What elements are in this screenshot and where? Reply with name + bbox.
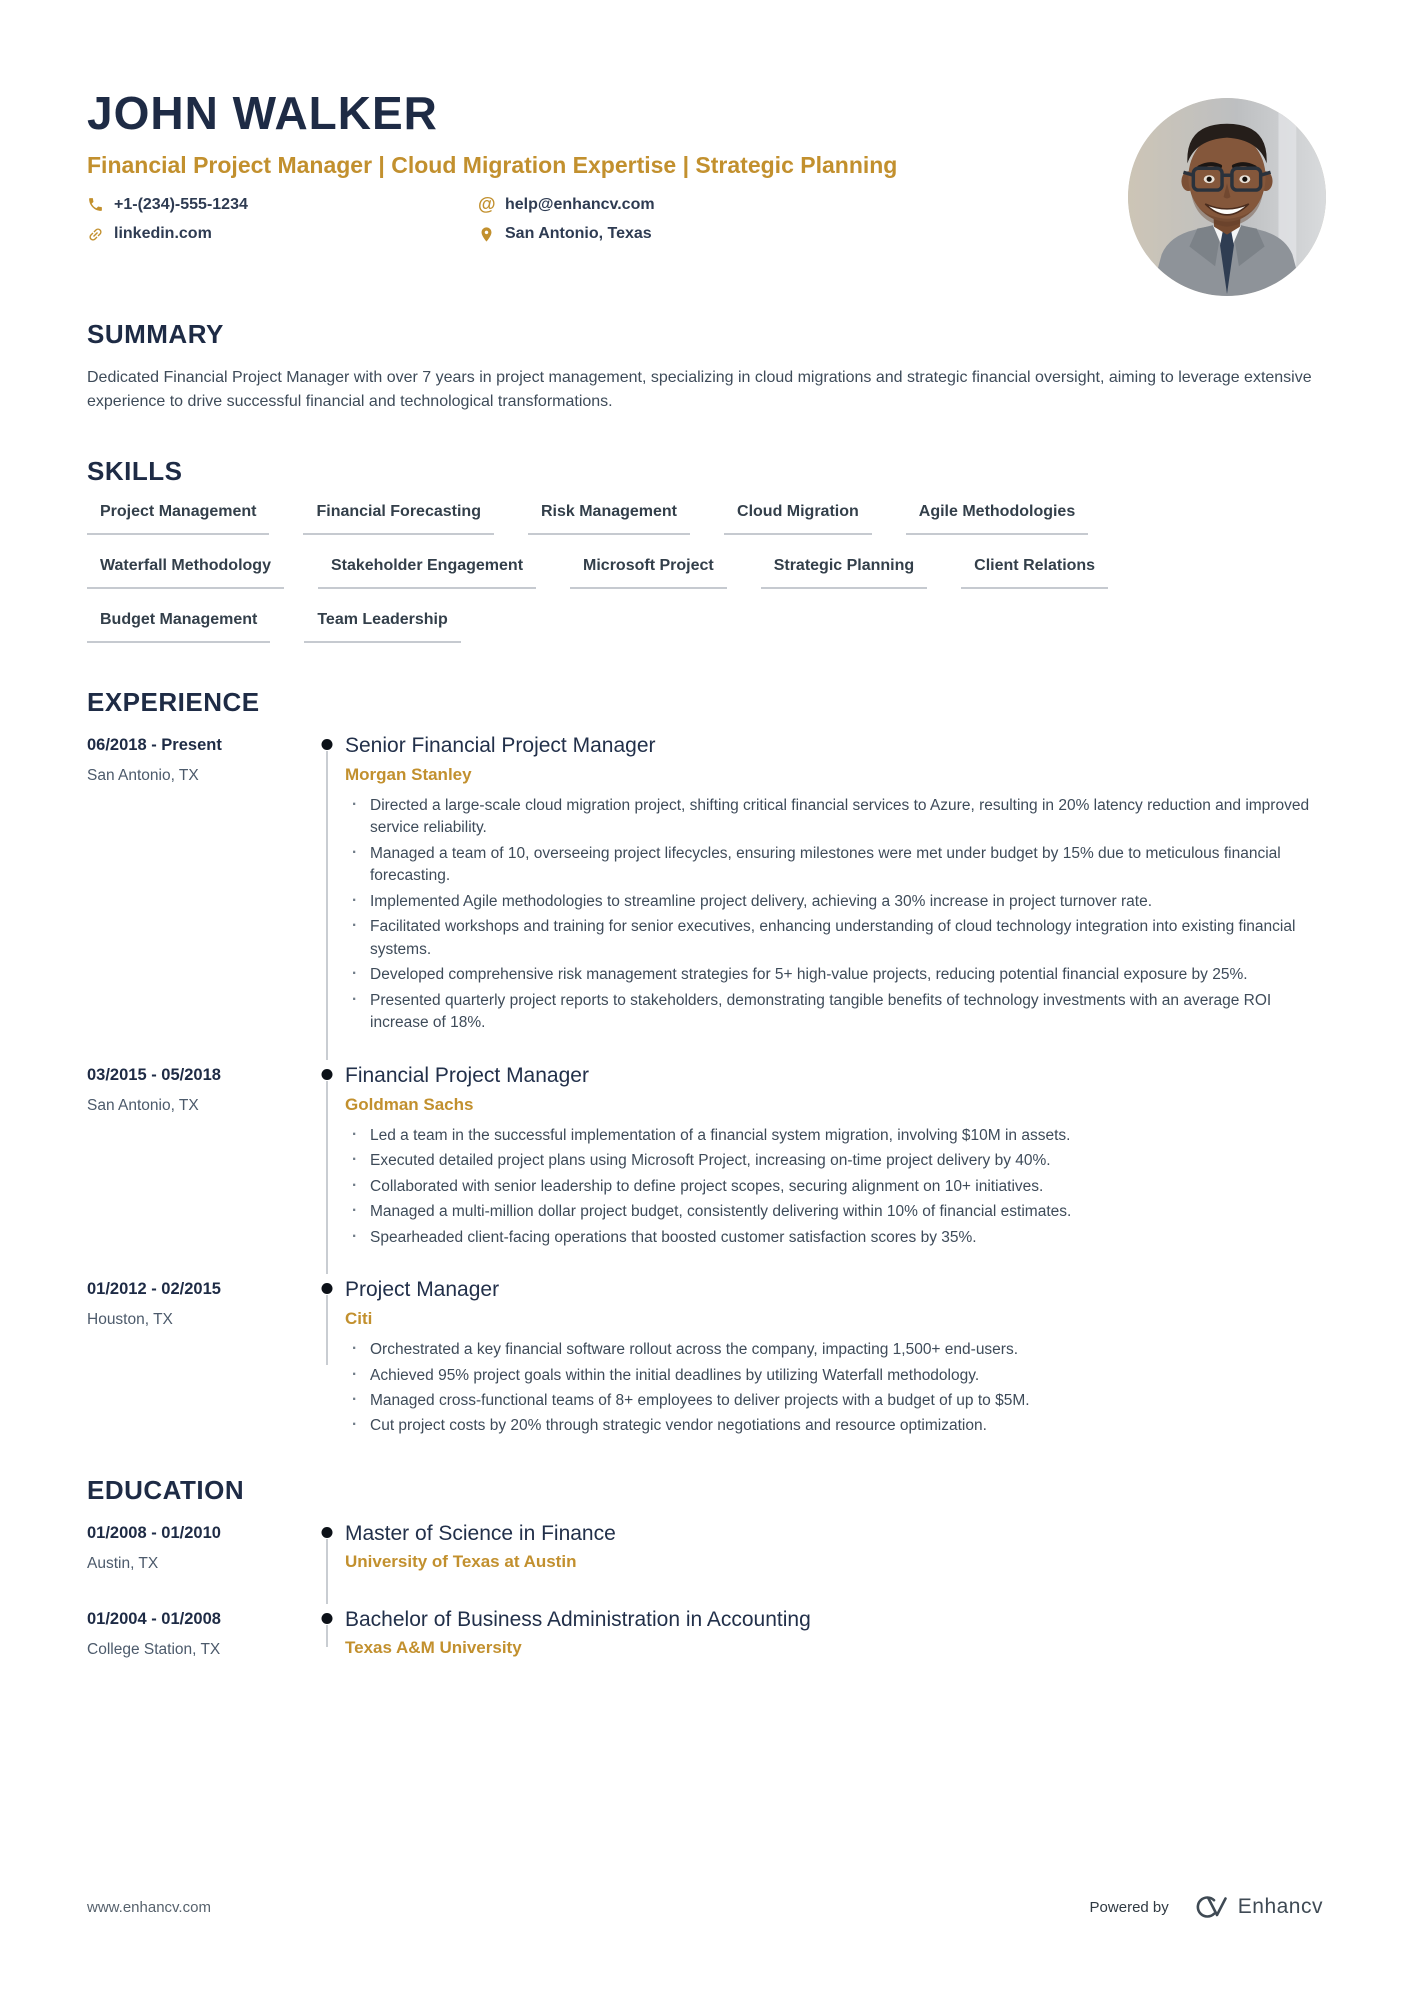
phone-icon [87,196,104,213]
degree-details [345,1522,1323,1582]
education-section [87,1475,1323,1668]
candidate-headline: Financial Project Manager | Cloud Migration Expertise | Strategic Planning [87,152,898,178]
avatar-illustration [1128,98,1326,296]
bullet-item: · Collaborated with senior leadership to define project scopes, securing alignment on 10+ initiatives. [345,1176,1323,1198]
experience-section [87,687,1323,1441]
skill-tag: Client Relations [961,557,1108,589]
skill-tag: Project Management [87,503,269,535]
timeline [309,1064,345,1252]
skill-tag: Financial Forecasting [303,503,493,535]
timeline-line [326,1295,328,1365]
job-bullets [345,795,1323,1035]
summary-section [87,319,1323,414]
skill-row [87,557,1323,589]
degree-dates: 01/2004 - 01/2008 [87,1609,221,1628]
education-entry [87,1522,1323,1582]
timeline-line [326,1081,328,1274]
job-dates: 06/2018 - Present [87,736,222,754]
bullet-item: · Developed comprehensive risk management strategies for 5+ high-value projects, reducing potential financial exposure by 25%. [345,964,1323,986]
entry-meta [87,1064,309,1252]
email-value[interactable]: help@enhancv.com [505,195,655,213]
timeline [309,1608,345,1668]
skill-row [87,611,1323,643]
timeline-dot [322,1069,333,1080]
experience-entry [87,1278,1323,1441]
bullet-item: · Directed a large-scale cloud migration project, shifting critical financial services to Azure, resulting in 20% latency reduction and improved service reliability. [345,795,1323,840]
summary-text: Dedicated Financial Project Manager with over 7 years in project management, specializing in cloud migrations and strategic financial oversight, aiming to leverage extensive experience to drive successful financial and technological transformations. [87,369,1312,410]
contact-linkedin [87,225,478,243]
contact-phone [87,194,478,215]
degree-school: University of Texas at Austin [345,1551,577,1571]
job-details [345,734,1323,1038]
timeline [309,1278,345,1441]
experience-entry [87,734,1323,1038]
pin-icon [478,226,495,243]
skill-tag: Strategic Planning [761,557,927,589]
job-location: San Antonio, TX [87,767,199,784]
timeline-dot [322,739,333,750]
timeline-dot [322,1613,333,1624]
education-entry [87,1608,1323,1668]
contact-email [478,194,847,215]
job-bullets [345,1125,1323,1249]
education-heading: EDUCATION [87,1474,245,1505]
enhancv-logo-icon [1184,1893,1228,1921]
entry-meta [87,1522,309,1582]
contact-location [478,225,847,243]
bullet-item: · Managed a multi-million dollar project budget, consistently delivering within 10% of financial estimates. [345,1201,1323,1223]
enhancv-brand-name: Enhancv [1237,1895,1323,1918]
entry-meta [87,1278,309,1441]
bullet-item: · Achieved 95% project goals within the initial deadlines by utilizing Waterfall methodology. [345,1365,1323,1387]
job-location: Houston, TX [87,1311,173,1329]
powered-by [1090,1893,1323,1921]
footer-site-link[interactable]: www.enhancv.com [87,1898,211,1916]
job-bullets [345,1339,1323,1438]
bullet-item: · Orchestrated a key financial software rollout across the company, impacting 1,500+ end-users. [345,1339,1323,1361]
candidate-name: JOHN WALKER [87,87,438,139]
powered-by-label: Powered by [1089,1898,1169,1916]
bullet-item: · Managed cross-functional teams of 8+ employees to deliver projects with a budget of up to $5M. [345,1390,1323,1412]
link-icon [83,222,107,246]
timeline-line [326,751,328,1060]
degree-school: Texas A&M University [345,1637,522,1657]
phone-value: +1-(234)-555-1234 [114,195,248,213]
summary-heading: SUMMARY [87,319,224,349]
bullet-item: · Implemented Agile methodologies to streamline project delivery, achieving a 30% increase in project turnover rate. [345,891,1323,913]
degree-details [345,1608,1323,1668]
enhancv-brand[interactable] [1184,1893,1323,1921]
skill-tag: Waterfall Methodology [87,557,284,589]
location-value: San Antonio, Texas [505,225,652,242]
bullet-item: · Presented quarterly project reports to stakeholders, demonstrating tangible benefits of technology investments with an average ROI increase of 18%. [345,990,1323,1035]
contact-info [87,194,847,243]
timeline [309,1522,345,1582]
job-company: Citi [345,1309,373,1329]
linkedin-value[interactable]: linkedin.com [114,225,212,242]
skill-tag: Team Leadership [304,611,460,643]
bullet-item: · Executed detailed project plans using Microsoft Project, increasing on-time project delivery by 40%. [345,1150,1323,1172]
job-title: Project Manager [345,1278,500,1302]
entry-meta [87,1608,309,1668]
bullet-item: · Spearheaded client-facing operations that boosted customer satisfaction scores by 35%. [345,1227,1323,1249]
bullet-item: · Cut project costs by 20% through strategic vendor negotiations and resource optimization. [345,1415,1323,1437]
job-title: Senior Financial Project Manager [345,734,656,757]
skill-tag: Budget Management [87,611,270,643]
job-dates: 03/2015 - 05/2018 [87,1065,221,1084]
job-dates: 01/2012 - 02/2015 [87,1280,221,1299]
degree-location: College Station, TX [87,1640,221,1658]
job-company: Morgan Stanley [345,765,472,784]
degree-title: Bachelor of Business Administration in Accounting [345,1607,811,1631]
entry-meta [87,734,309,1038]
bullet-item: · Facilitated workshops and training for senior executives, enhancing understanding of cloud technology integration into existing financial systems. [345,916,1323,961]
skill-tag: Cloud Migration [724,503,872,535]
degree-title: Master of Science in Finance [345,1521,616,1545]
skills-section [87,456,1323,643]
experience-entry [87,1064,1323,1252]
skill-row [87,503,1323,535]
experience-heading: EXPERIENCE [87,687,260,717]
degree-location: Austin, TX [87,1554,159,1572]
degree-dates: 01/2008 - 01/2010 [87,1523,221,1542]
job-location: San Antonio, TX [87,1096,199,1114]
skill-tag: Agile Methodologies [906,503,1088,535]
timeline-line [326,1625,328,1647]
timeline-dot [322,1283,333,1294]
footer [87,1893,1323,1921]
bullet-item: · Led a team in the successful implementation of a financial system migration, involving $10M in assets. [345,1125,1323,1147]
timeline-line [326,1539,328,1604]
job-company: Goldman Sachs [345,1094,474,1114]
at-icon: @ [478,194,496,214]
job-details [345,1064,1323,1252]
job-details [345,1278,1323,1441]
skills-heading: SKILLS [87,456,183,486]
bullet-item: · Managed a team of 10, overseeing project lifecycles, ensuring milestones were met under budget by 15% due to meticulous financial forecasting. [345,843,1323,888]
skill-tag: Stakeholder Engagement [318,557,536,589]
job-title: Financial Project Manager [345,1063,589,1087]
skill-tag: Risk Management [528,503,690,535]
timeline [309,734,345,1038]
skill-tag: Microsoft Project [570,557,727,589]
profile-photo [1128,98,1326,296]
timeline-dot [322,1527,333,1538]
